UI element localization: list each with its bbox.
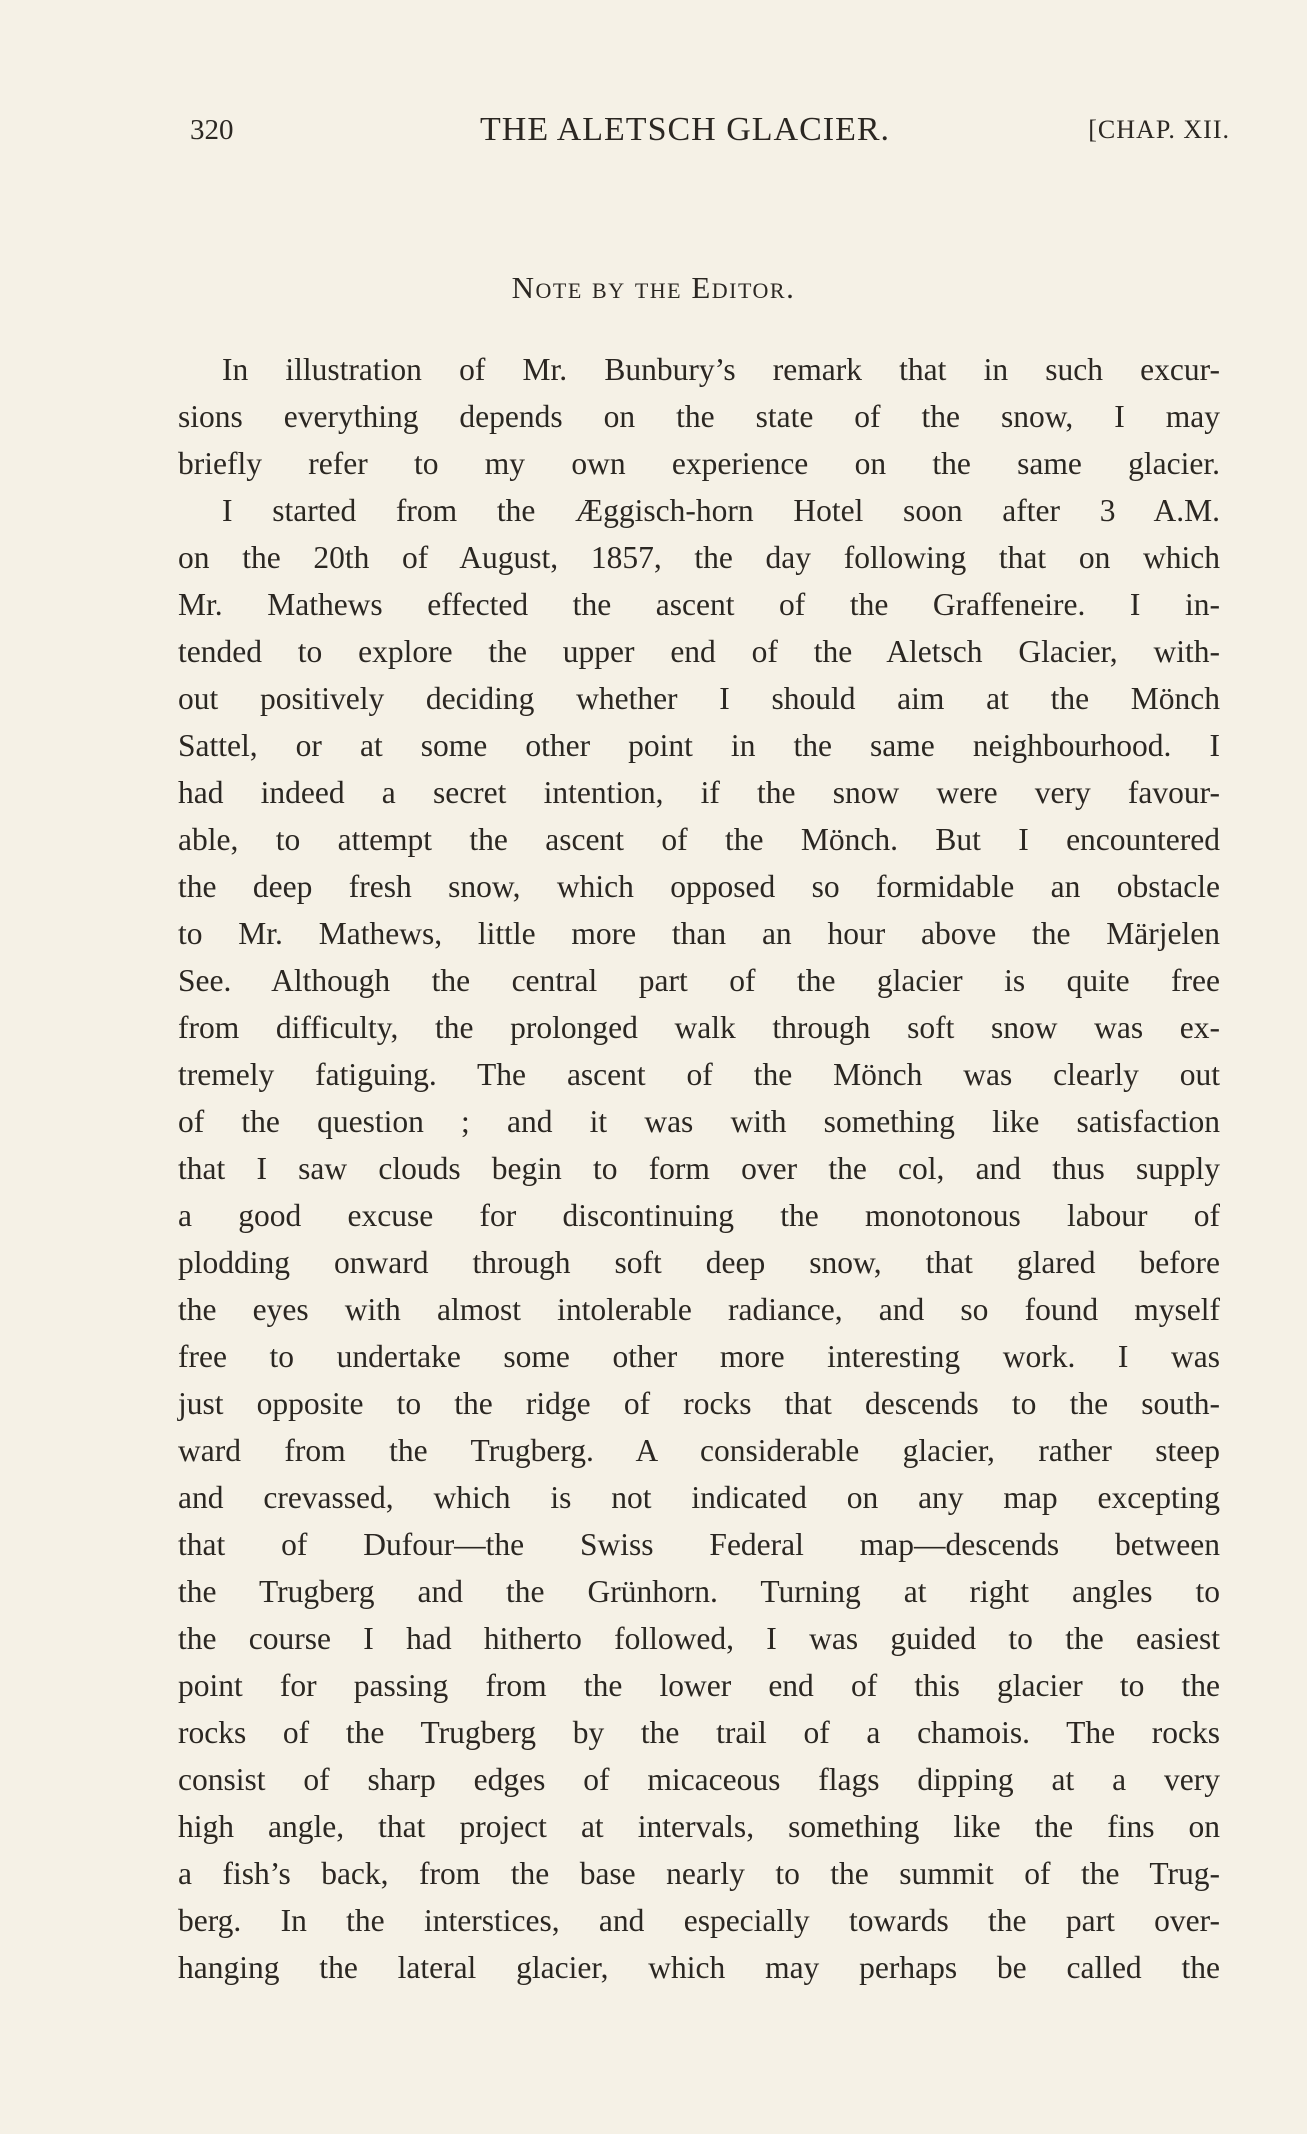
text-line: the deep fresh snow, which opposed so formidable an obstacle [178, 869, 1220, 904]
text-line: able, to attempt the ascent of the Mönch. But I encountered [178, 822, 1220, 857]
text-line: just opposite to the ridge of rocks that descends to the south- [178, 1386, 1220, 1421]
text-line: tended to explore the upper end of the Aletsch Glacier, with- [178, 634, 1220, 669]
text-line: berg. In the interstices, and especially towards the part over- [178, 1903, 1220, 1938]
page-number: 320 [190, 114, 234, 146]
text-line: hanging the lateral glacier, which may perhaps be called the [178, 1950, 1220, 1985]
text-line: I started from the Æggisch-horn Hotel soon after 3 A.M. [222, 493, 1220, 528]
text-line: In illustration of Mr. Bunbury’s remark that in such excur- [222, 352, 1220, 387]
text-line: that I saw clouds begin to form over the col, and thus supply [178, 1151, 1220, 1186]
text-line: sions everything depends on the state of the snow, I may [178, 399, 1220, 434]
text-line: the Trugberg and the Grünhorn. Turning at right angles to [178, 1574, 1220, 1609]
text-line: a fish’s back, from the base nearly to the summit of the Trug- [178, 1856, 1220, 1891]
chapter-reference: [CHAP. XII. [1088, 115, 1230, 144]
text-line: briefly refer to my own experience on the same glacier. [178, 446, 1220, 481]
text-line: the eyes with almost intolerable radiance, and so found myself [178, 1292, 1220, 1327]
text-line: of the question ; and it was with something like satisfaction [178, 1104, 1220, 1139]
text-line: high angle, that project at intervals, something like the fins on [178, 1809, 1220, 1844]
body-text [178, 346, 1220, 1991]
text-line: Mr. Mathews effected the ascent of the Graffeneire. I in- [178, 587, 1220, 622]
text-line: free to undertake some other more interesting work. I was [178, 1339, 1220, 1374]
text-line: consist of sharp edges of micaceous flags dipping at a very [178, 1762, 1220, 1797]
text-line: and crevassed, which is not indicated on any map excepting [178, 1480, 1220, 1515]
running-head [190, 108, 1230, 152]
text-line: to Mr. Mathews, little more than an hour above the Märjelen [178, 916, 1220, 951]
running-title: THE ALETSCH GLACIER. [480, 111, 891, 148]
text-line: Sattel, or at some other point in the same neighbourhood. I [178, 728, 1220, 763]
text-line: See. Although the central part of the glacier is quite free [178, 963, 1220, 998]
text-line: tremely fatiguing. The ascent of the Mönch was clearly out [178, 1057, 1220, 1092]
text-line: rocks of the Trugberg by the trail of a chamois. The rocks [178, 1715, 1220, 1750]
text-line: that of Dufour—the Swiss Federal map—descends between [178, 1527, 1220, 1562]
text-line: had indeed a secret intention, if the snow were very favour- [178, 775, 1220, 810]
text-line: on the 20th of August, 1857, the day following that on which [178, 540, 1220, 575]
text-line: plodding onward through soft deep snow, that glared before [178, 1245, 1220, 1280]
text-line: out positively deciding whether I should aim at the Mönch [178, 681, 1220, 716]
text-line: ward from the Trugberg. A considerable glacier, rather steep [178, 1433, 1220, 1468]
text-line: from difficulty, the prolonged walk through soft snow was ex- [178, 1010, 1220, 1045]
text-line: the course I had hitherto followed, I was guided to the easiest [178, 1621, 1220, 1656]
text-line: a good excuse for discontinuing the monotonous labour of [178, 1198, 1220, 1233]
section-heading: Note by the Editor. [511, 270, 796, 305]
text-line: point for passing from the lower end of this glacier to the [178, 1668, 1220, 1703]
